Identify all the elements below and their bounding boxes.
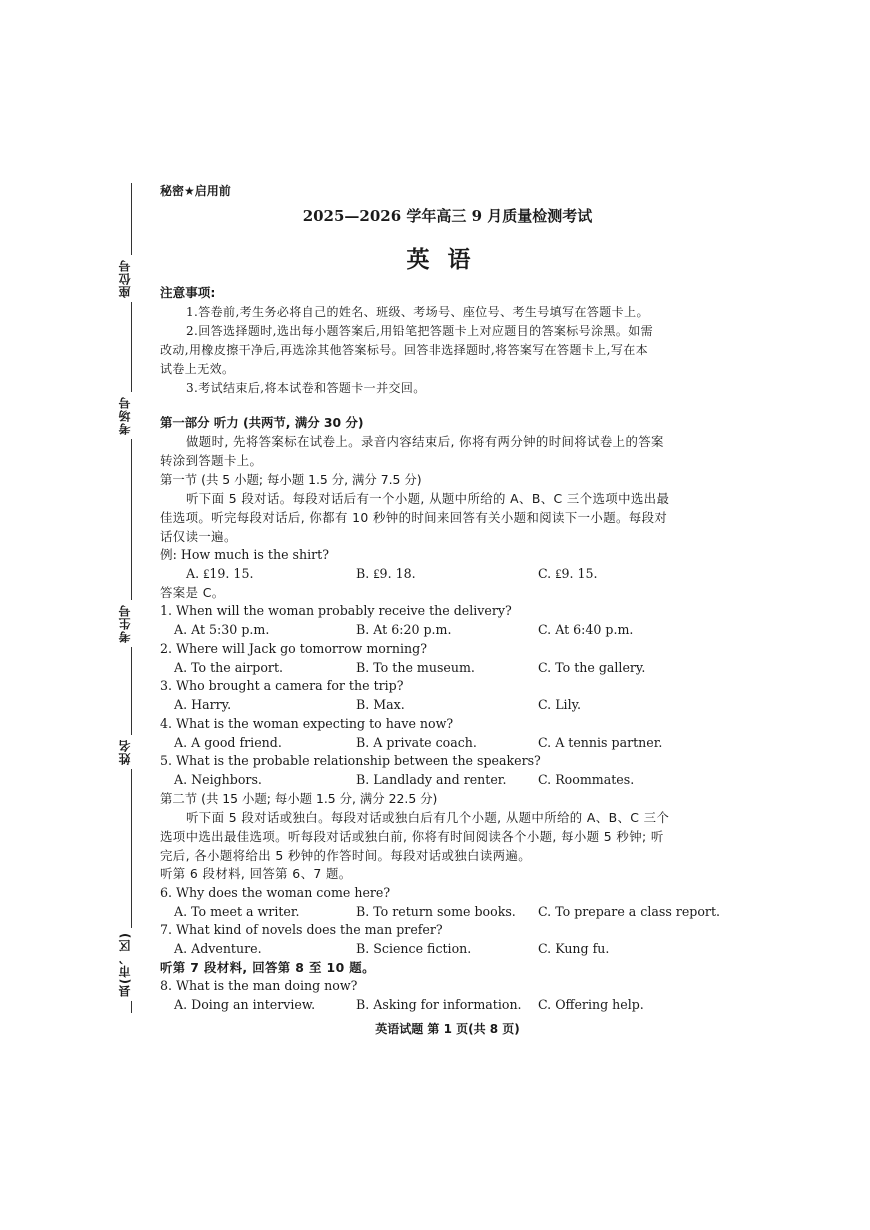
- q4-option-c: C. A tennis partner.: [538, 735, 663, 750]
- question-4: 4. What is the woman expecting to have now?: [160, 716, 454, 731]
- secret-mark: 秘密★启用前: [160, 184, 231, 198]
- q6-option-a: A. To meet a writer.: [174, 904, 300, 919]
- notice-item-2c: 试卷上无效。: [160, 362, 235, 376]
- q6-option-c: C. To prepare a class report.: [538, 904, 721, 919]
- section2-intro-c: 完后, 各小题将给出 5 秒钟的作答时间。每段对话或独白读两遍。: [160, 848, 531, 863]
- page-footer: 英语试题 第 1 页(共 8 页): [375, 1022, 520, 1036]
- county-label: 县(市、区): [116, 928, 146, 1001]
- section2-intro-b: 选项中选出最佳选项。听每段对话或独白前, 你将有时间阅读各个小题, 每小题 5 秒钟; 听: [160, 829, 664, 844]
- q4-option-b: B. A private coach.: [356, 735, 477, 750]
- question-3: 3. Who brought a camera for the trip?: [160, 678, 404, 693]
- q5-option-c: C. Roommates.: [538, 772, 635, 787]
- q3-option-c: C. Lily.: [538, 697, 582, 712]
- question-2: 2. Where will Jack go tomorrow morning?: [160, 641, 427, 656]
- exam-title: 2025—2026 学年高三 9 月质量检测考试: [302, 207, 593, 225]
- example-option-b: B. ₤9. 18.: [356, 566, 416, 581]
- q1-option-b: B. At 6:20 p.m.: [356, 622, 452, 637]
- room-label: 考场号: [116, 392, 146, 439]
- q3-option-a: A. Harry.: [174, 697, 232, 712]
- section1-intro-a: 听下面 5 段对话。每段对话后有一个小题, 从题中所给的 A、B、C 三个选项中选出最: [186, 491, 670, 506]
- student-id-label: 考生号: [116, 600, 146, 647]
- q2-option-c: C. To the gallery.: [538, 660, 646, 675]
- q2-option-b: B. To the museum.: [356, 660, 475, 675]
- subject-title: 英语: [406, 247, 489, 273]
- q8-option-a: A. Doing an interview.: [174, 997, 316, 1012]
- q7-option-c: C. Kung fu.: [538, 941, 610, 956]
- question-7: 7. What kind of novels does the man prefer?: [160, 922, 443, 937]
- section2-heading: 第二节 (共 15 小题; 每小题 1.5 分, 满分 22.5 分): [160, 791, 438, 806]
- example-question: 例: How much is the shirt?: [160, 547, 329, 562]
- example-option-a: A. ₤19. 15.: [186, 566, 254, 581]
- question-1: 1. When will the woman probably receive the delivery?: [160, 603, 512, 618]
- q3-option-b: B. Max.: [356, 697, 405, 712]
- section1-heading: 第一节 (共 5 小题; 每小题 1.5 分, 满分 7.5 分): [160, 472, 422, 487]
- section2-intro-a: 听下面 5 段对话或独白。每段对话或独白后有几个小题, 从题中所给的 A、B、C 三个: [186, 810, 670, 825]
- q4-option-a: A. A good friend.: [174, 735, 282, 750]
- q8-option-b: B. Asking for information.: [356, 997, 522, 1012]
- question-8: 8. What is the man doing now?: [160, 978, 358, 993]
- q1-option-a: A. At 5:30 p.m.: [174, 622, 270, 637]
- name-label: 姓名: [116, 735, 146, 769]
- part1-intro-a: 做题时, 先将答案标在试卷上。录音内容结束后, 你将有两分钟的时间将试卷上的答案: [186, 434, 664, 449]
- binding-line: [131, 183, 132, 1013]
- example-answer: 答案是 C。: [160, 585, 225, 600]
- q5-option-b: B. Landlady and renter.: [356, 772, 507, 787]
- question-6: 6. Why does the woman come here?: [160, 885, 391, 900]
- q1-option-c: C. At 6:40 p.m.: [538, 622, 634, 637]
- section1-intro-c: 话仅读一遍。: [160, 529, 237, 544]
- notice-item-3: 3.考试结束后,将本试卷和答题卡一并交回。: [186, 381, 426, 395]
- notice-item-1: 1.答卷前,考生务必将自己的姓名、班级、考场号、座位号、考生号填写在答题卡上。: [186, 305, 649, 319]
- notice-item-2b: 改动,用橡皮擦干净后,再选涂其他答案标号。回答非选择题时,将答案写在答题卡上,写在本: [160, 343, 649, 357]
- example-option-c: C. ₤9. 15.: [538, 566, 598, 581]
- material-7-heading: 听第 7 段材料, 回答第 8 至 10 题。: [160, 960, 375, 975]
- material-6-heading: 听第 6 段材料, 回答第 6、7 题。: [160, 866, 352, 881]
- q8-option-c: C. Offering help.: [538, 997, 644, 1012]
- q7-option-a: A. Adventure.: [174, 941, 262, 956]
- q2-option-a: A. To the airport.: [174, 660, 284, 675]
- seat-label: 座位号: [116, 255, 146, 302]
- q5-option-a: A. Neighbors.: [174, 772, 262, 787]
- part1-intro-b: 转涂到答题卡上。: [160, 453, 263, 468]
- notice-heading: 注意事项:: [160, 285, 216, 300]
- section1-intro-b: 佳选项。听完每段对话后, 你都有 10 秒钟的时间来回答有关小题和阅读下一小题。每段对: [160, 510, 668, 525]
- q6-option-b: B. To return some books.: [356, 904, 516, 919]
- notice-item-2a: 2.回答选择题时,选出每小题答案后,用铅笔把答题卡上对应题目的答案标号涂黑。如需: [186, 324, 654, 338]
- part1-heading: 第一部分 听力 (共两节, 满分 30 分): [160, 415, 364, 430]
- q7-option-b: B. Science fiction.: [356, 941, 472, 956]
- question-5: 5. What is the probable relationship between the speakers?: [160, 753, 541, 768]
